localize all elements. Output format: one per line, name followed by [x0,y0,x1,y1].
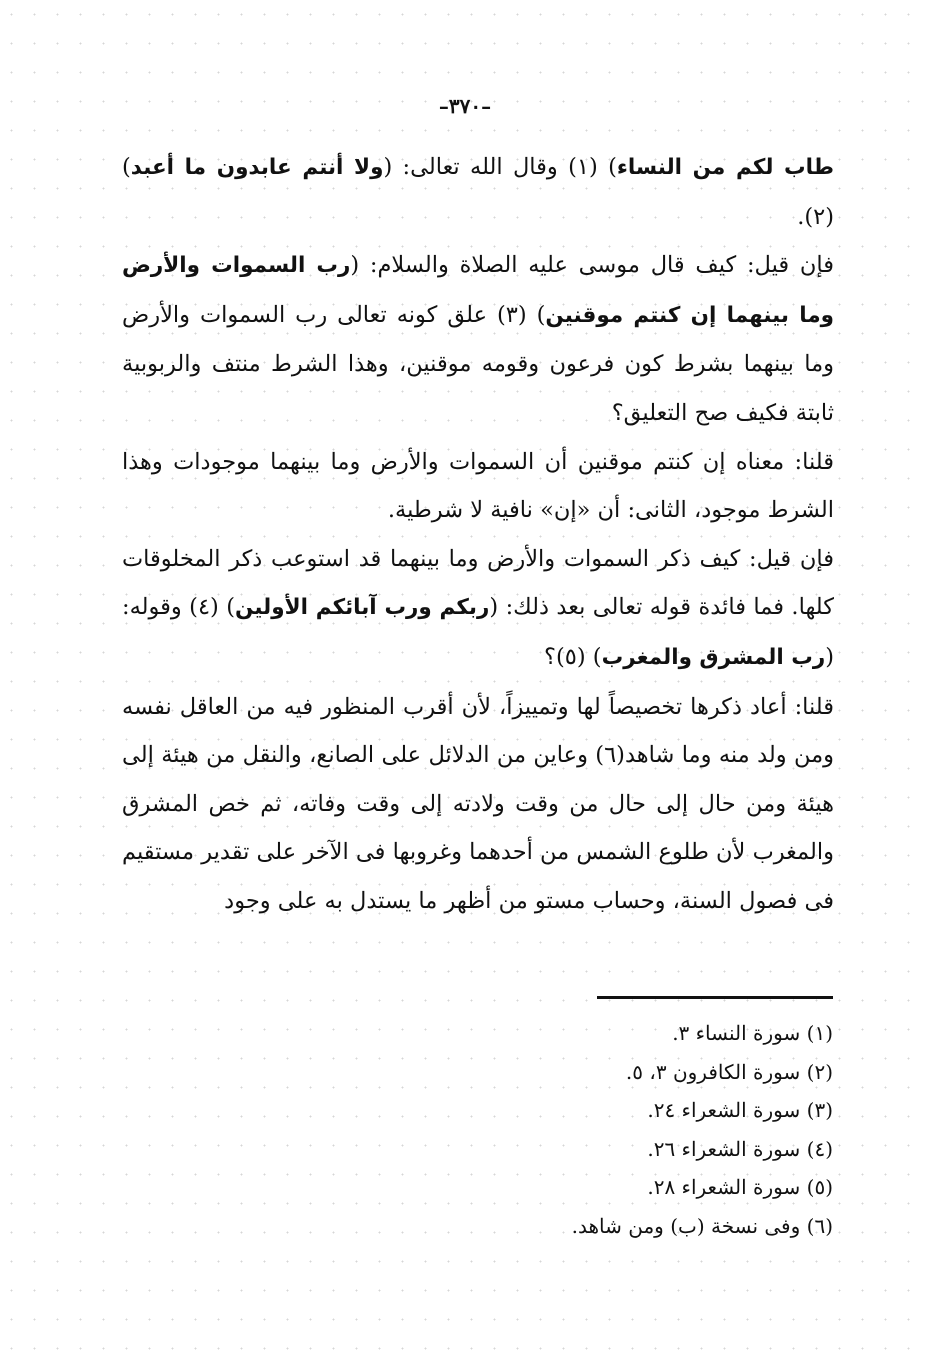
footnote: (٢) سورة الكافرون ٣، ٥. [625,1059,833,1084]
text-segment: قلنا: معناه إن كنتم موقنين أن السموات والأرض وما بينهما موجودات وهذا الشرط موجود، الثانى: أن «إن» نافية لا شرطية. [122,448,834,524]
quran-quote: رب المشرق والمغرب [601,644,826,670]
quran-quote: ربكم ورب آبائكم الأولين [235,595,490,621]
footnote: (١) سورة النساء ٣. [672,1021,833,1045]
text-segment: فإن قيل: كيف قال موسى عليه الصلاة والسلام: ( [350,252,834,279]
main-text [122,143,834,926]
page-number: –٣٧٠– [438,94,492,118]
text-segment: ) (٢). [122,154,834,230]
text-segment: قلنا: أعاد ذكرها تخصيصاً لها وتمييزاً، لأن أقرب المنظور فيه من العاقل نفسه ومن ولد منه وما شاهد(٦) وعاين من الدلائل على الصانع، والنقل من هيئة إلى هيئة ومن حال إلى حال من وقت ولادته إلى وقت وفاته، ثم خص المشرق والمغرب لأن طلوع الشمس من أحدهما وغروبها فى الآخر على تقدير مستقيم فى فصول السنة، وحساب مستو من أظهر ما يستدل به على وجود [122,693,835,914]
footnote: (٥) سورة الشعراء ٢٨. [647,1175,833,1200]
paragraph [122,438,834,535]
footnote-divider [597,996,833,999]
footnote: (٦) وفى نسخة (ب) ومن شاهد. [571,1213,833,1238]
footnote: (٣) سورة الشعراء ٢٤. [647,1098,833,1123]
text-segment: ) (٤) وقوله: ( [122,594,834,670]
quran-quote: رب السموات والأرض وما بينهما إن كنتم موقنين [122,253,834,328]
text-segment: ) (٣) علق كونه تعالى رب السموات والأرض وما بينهما بشرط كون فرعون وقومه موقنين، وهذا الشرط منتف والربوبية ثابتة فكيف صح التعليق؟ [122,301,834,426]
text-segment: ) (٥)؟ [544,643,602,670]
quran-quote: ولا أنتم عابدون ما أعبد [130,155,384,180]
footnotes-list [300,1014,833,1246]
paragraph [122,143,834,241]
paragraph [122,535,834,683]
quran-quote: طاب لكم من النساء [616,155,834,180]
paragraph [122,683,834,926]
footnote: (٤) سورة الشعراء ٢٦. [647,1136,833,1161]
text-segment: ) (١) وقال الله تعالى: ( [383,154,617,180]
text-segment: فإن قيل: كيف ذكر السموات والأرض وما بينهما قد استوعب ذكر المخلوقات كلها. فما فائدة قوله تعالى بعد ذلك: ( [122,545,834,621]
paragraph [122,241,834,437]
